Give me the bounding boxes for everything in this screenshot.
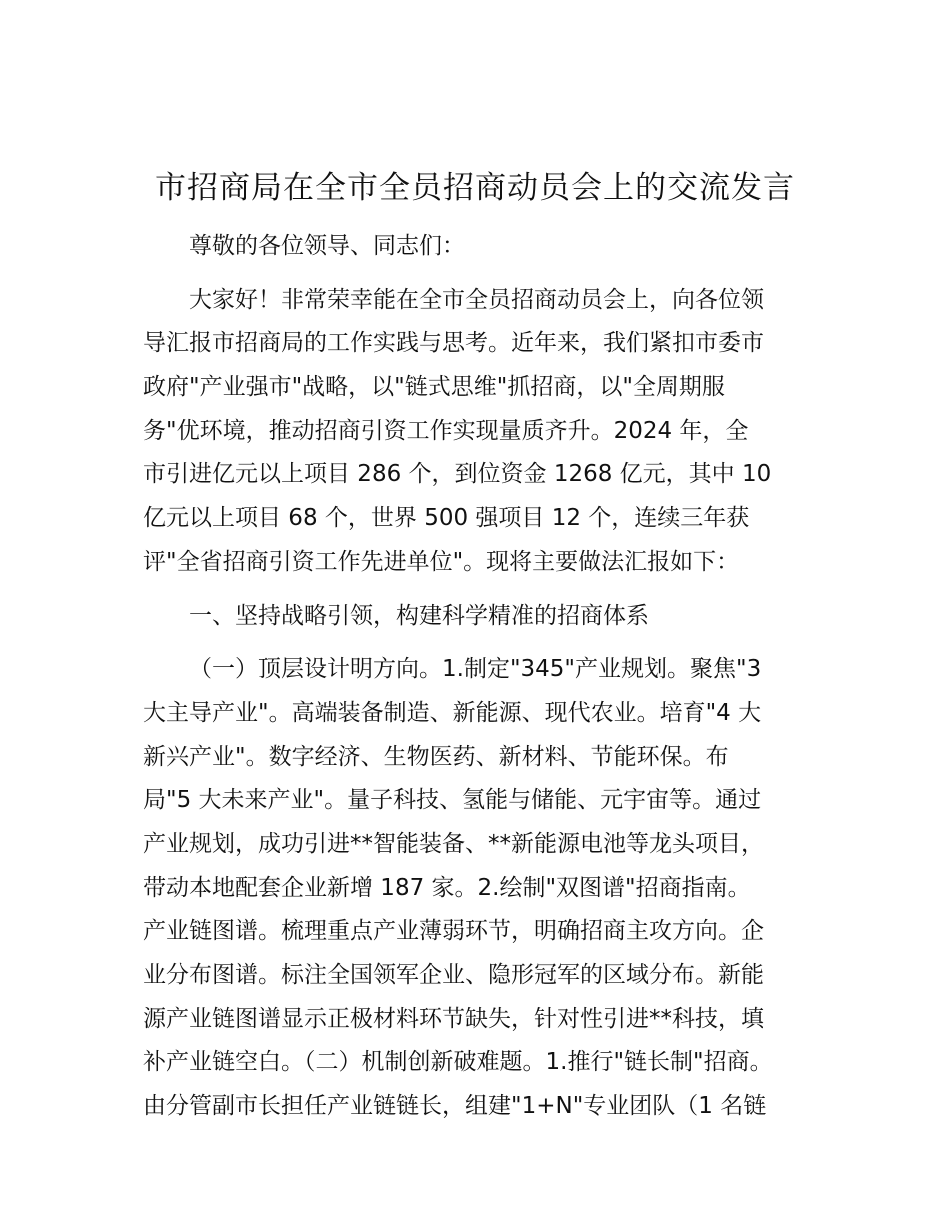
paragraph-line: （一）顶层设计明方向。1.制定"345"产业规划。聚焦"3 xyxy=(189,656,762,683)
paragraph-line: 局"5 大未来产业"。量子科技、氢能与储能、元宇宙等。通过 xyxy=(143,787,762,814)
paragraph-line: 评"全省招商引资工作先进单位"。现将主要做法汇报如下： xyxy=(143,548,740,575)
document-title: 市招商局在全市全员招商动员会上的交流发言 xyxy=(155,170,795,206)
document-body xyxy=(143,225,833,1129)
paragraph-line: 补产业链空白。（二）机制创新破难题。1.推行"链长制"招商。 xyxy=(143,1049,773,1076)
paragraph-line: 产业链图谱。梳理重点产业薄弱环节，明确招商主攻方向。企 xyxy=(143,918,764,945)
paragraph-line: 新兴产业"。数字经济、生物医药、新材料、节能环保。布 xyxy=(143,743,729,770)
paragraph-line: 市引进亿元以上项目 286 个，到位资金 1268 亿元，其中 10 xyxy=(143,461,772,488)
paragraph-line: 由分管副市长担任产业链链长，组建"1+N"专业团队（1 名链 xyxy=(143,1093,767,1120)
paragraph-section1 xyxy=(143,648,833,1129)
paragraph-line: 政府"产业强市"战略，以"链式思维"抓招商，以"全周期服 xyxy=(143,374,725,401)
paragraph-line: 源产业链图谱显示正极材料环节缺失，针对性引进**科技，填 xyxy=(143,1005,764,1032)
paragraph-line: 产业规划，成功引进**智能装备、**新能源电池等龙头项目， xyxy=(143,830,764,857)
paragraph-line: 导汇报市招商局的工作实践与思考。近年来，我们紧扣市委市 xyxy=(143,330,764,357)
section-heading: 一、坚持战略引领，构建科学精准的招商体系 xyxy=(189,602,649,629)
paragraph-line: 大主导产业"。高端装备制造、新能源、现代农业。培育"4 大 xyxy=(143,699,762,726)
paragraph-line: 大家好！非常荣幸能在全市全员招商动员会上，向各位领 xyxy=(189,286,764,313)
paragraph-line: 亿元以上项目 68 个，世界 500 强项目 12 个，连续三年获 xyxy=(143,505,750,532)
paragraph-intro xyxy=(143,279,833,585)
paragraph-line: 业分布图谱。标注全国领军企业、隐形冠军的区域分布。新能 xyxy=(143,962,764,988)
paragraph-line: 务"优环境，推动招商引资工作实现量质齐升。2024 年，全 xyxy=(143,417,749,444)
salutation: 尊敬的各位领导、同志们： xyxy=(189,233,465,259)
paragraph-line: 带动本地配套企业新增 187 家。2.绘制"双图谱"招商指南。 xyxy=(143,874,751,901)
